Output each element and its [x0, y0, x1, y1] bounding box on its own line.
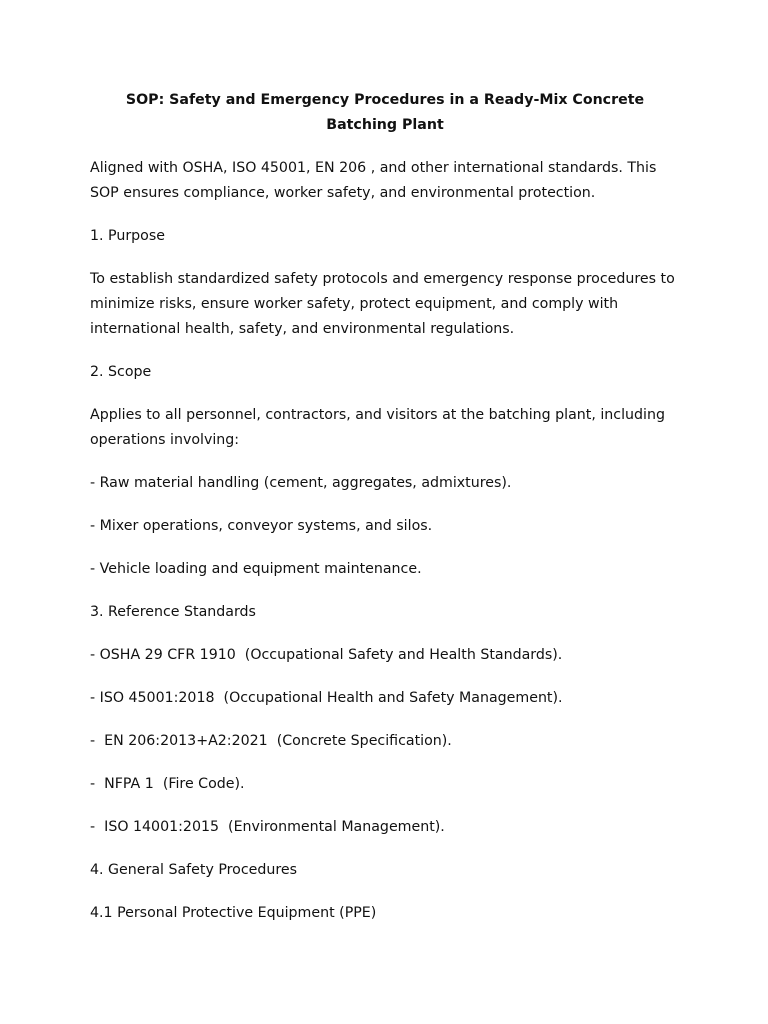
scope-heading: 2. Scope: [90, 364, 152, 380]
general-safety-heading: 4. General Safety Procedures: [90, 862, 298, 878]
ppe-heading: 4.1 Personal Protective Equipment (PPE): [90, 905, 377, 921]
document-title: SOP: Safety and Emergency Procedures in a Ready-Mix Concrete Batching Plant: [125, 92, 645, 133]
scope-paragraph: Applies to all personnel, contractors, and visitors at the batching plant, including operations involving:: [90, 407, 665, 448]
list-item: - OSHA 29 CFR 1910 (Occupational Safety and Health Standards).: [90, 647, 563, 663]
intro-paragraph: Aligned with OSHA, ISO 45001, EN 206 , and other international standards. This SOP ensures compliance, worker safety, and environmental protection.: [90, 160, 657, 201]
list-item: - Vehicle loading and equipment maintenance.: [90, 561, 422, 577]
list-item: - ISO 14001:2015 (Environmental Management).: [90, 819, 445, 835]
list-item: - ISO 45001:2018 (Occupational Health and Safety Management).: [90, 690, 563, 706]
list-item: - NFPA 1 (Fire Code).: [90, 776, 245, 792]
reference-heading: 3. Reference Standards: [90, 604, 256, 620]
purpose-heading: 1. Purpose: [90, 228, 165, 244]
list-item: - Mixer operations, conveyor systems, and silos.: [90, 518, 433, 534]
list-item: - Raw material handling (cement, aggregates, admixtures).: [90, 475, 512, 491]
list-item: - EN 206:2013+A2:2021 (Concrete Specification).: [90, 733, 452, 749]
purpose-paragraph: To establish standardized safety protocols and emergency response procedures to minimize risks, ensure worker safety, protect equipment, and comply with international health, safety, and environmental regulations.: [90, 271, 675, 337]
